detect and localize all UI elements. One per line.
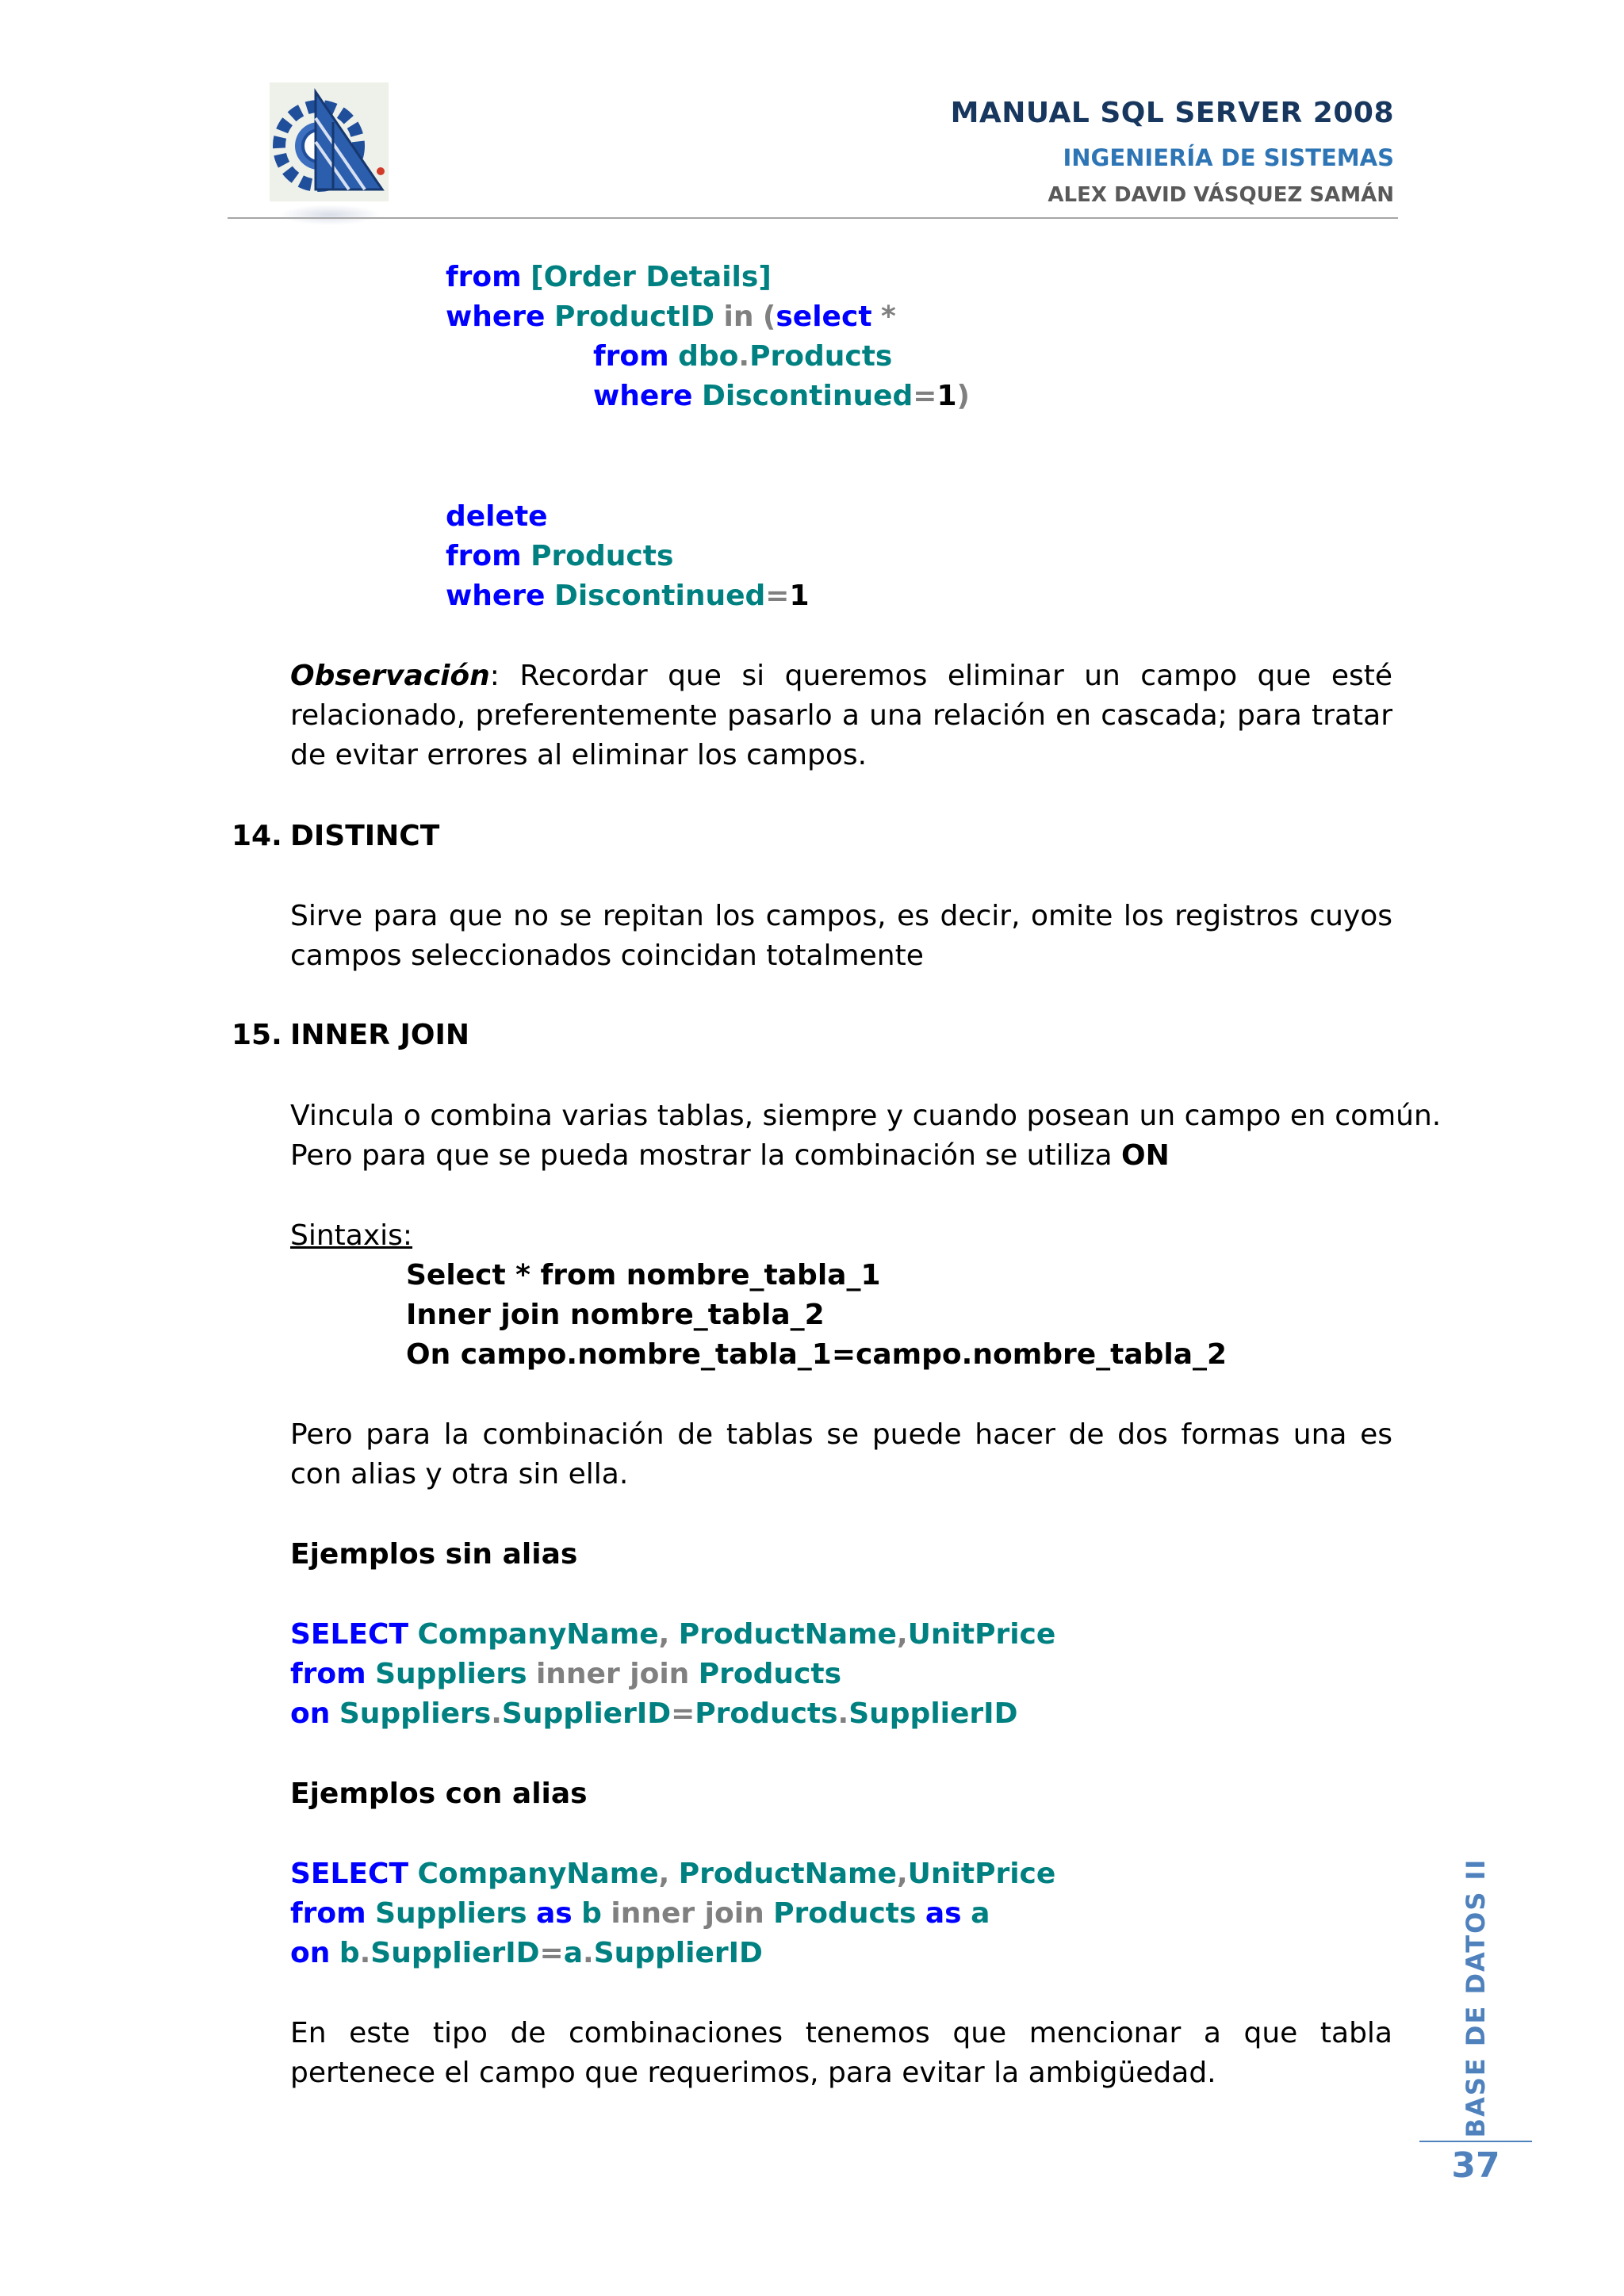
section-number: 14.: [232, 820, 282, 852]
section-title: DISTINCT: [290, 820, 440, 852]
distinct-description: Sirve para que no se repitan los campos, es decir, omite los registros cuyos campos seleccionados coincidan totalmente: [290, 900, 1392, 972]
code-line: from Suppliers as b inner join Products as a: [290, 1897, 990, 1930]
page-number-divider: [1419, 2141, 1532, 2142]
observation-paragraph: Observación: Recordar que si queremos eliminar un campo que esté relacionado, preferentemente pasarlo a una relación en cascada; para tratar de evitar errores al eliminar los campos.: [290, 660, 1392, 771]
code-line: SELECT CompanyName, ProductName,UnitPrice: [290, 1858, 1056, 1890]
section-number: 15.: [232, 1019, 282, 1051]
syntax-line: On campo.nombre_tabla_1=campo.nombre_tabla_2: [406, 1338, 1228, 1371]
syntax-line: Select * from nombre_tabla_1: [406, 1259, 881, 1292]
syntax-label: Sintaxis:: [290, 1219, 413, 1252]
inner-join-description: Vincula o combina varias tablas, siempre y cuando posean un campo en común.: [290, 1100, 1442, 1132]
code-line: where Discontinued=1: [446, 580, 810, 612]
code-line: from Suppliers inner join Products: [290, 1658, 841, 1690]
code-line: from [Order Details]: [446, 261, 772, 293]
manual-subtitle: INGENIERÍA DE SISTEMAS: [1063, 144, 1394, 171]
university-gear-logo-icon: [270, 82, 389, 201]
code-line: on Suppliers.SupplierID=Products.SupplierID: [290, 1697, 1018, 1730]
logo-shadow: [279, 205, 381, 225]
side-tab-label: BASE DE DATOS II: [1461, 1858, 1491, 2138]
code-line: on b.SupplierID=a.SupplierID: [290, 1937, 763, 1969]
observation-label: Observación: [290, 660, 490, 692]
manual-title: MANUAL SQL SERVER 2008: [950, 97, 1394, 129]
example-heading: Ejemplos sin alias: [290, 1538, 578, 1571]
forms-paragraph: Pero para la combinación de tablas se puede hacer de dos formas una es con alias y otra sin ella.: [290, 1418, 1392, 1490]
inner-join-description-on: Pero para que se pueda mostrar la combinación se utiliza ON: [290, 1139, 1170, 1172]
header-divider: [228, 217, 1398, 219]
example-heading: Ejemplos con alias: [290, 1777, 588, 1810]
closing-paragraph: En este tipo de combinaciones tenemos que mencionar a que tabla pertenece el campo que requerimos, para evitar la ambigüedad.: [290, 2017, 1392, 2089]
code-line: delete: [446, 500, 548, 533]
code-line: SELECT CompanyName, ProductName,UnitPrice: [290, 1618, 1056, 1651]
manual-author: ALEX DAVID VÁSQUEZ SAMÁN: [1048, 183, 1394, 207]
code-line: where ProductID in (select *: [446, 300, 896, 333]
code-line: where Discontinued=1): [593, 380, 970, 412]
syntax-line: Inner join nombre_tabla_2: [406, 1299, 825, 1331]
code-line: from Products: [446, 540, 674, 572]
section-title: INNER JOIN: [290, 1019, 470, 1051]
code-line: from dbo.Products: [593, 340, 893, 373]
side-tab: [1448, 1858, 1503, 2138]
page-number: 37: [1451, 2145, 1500, 2186]
